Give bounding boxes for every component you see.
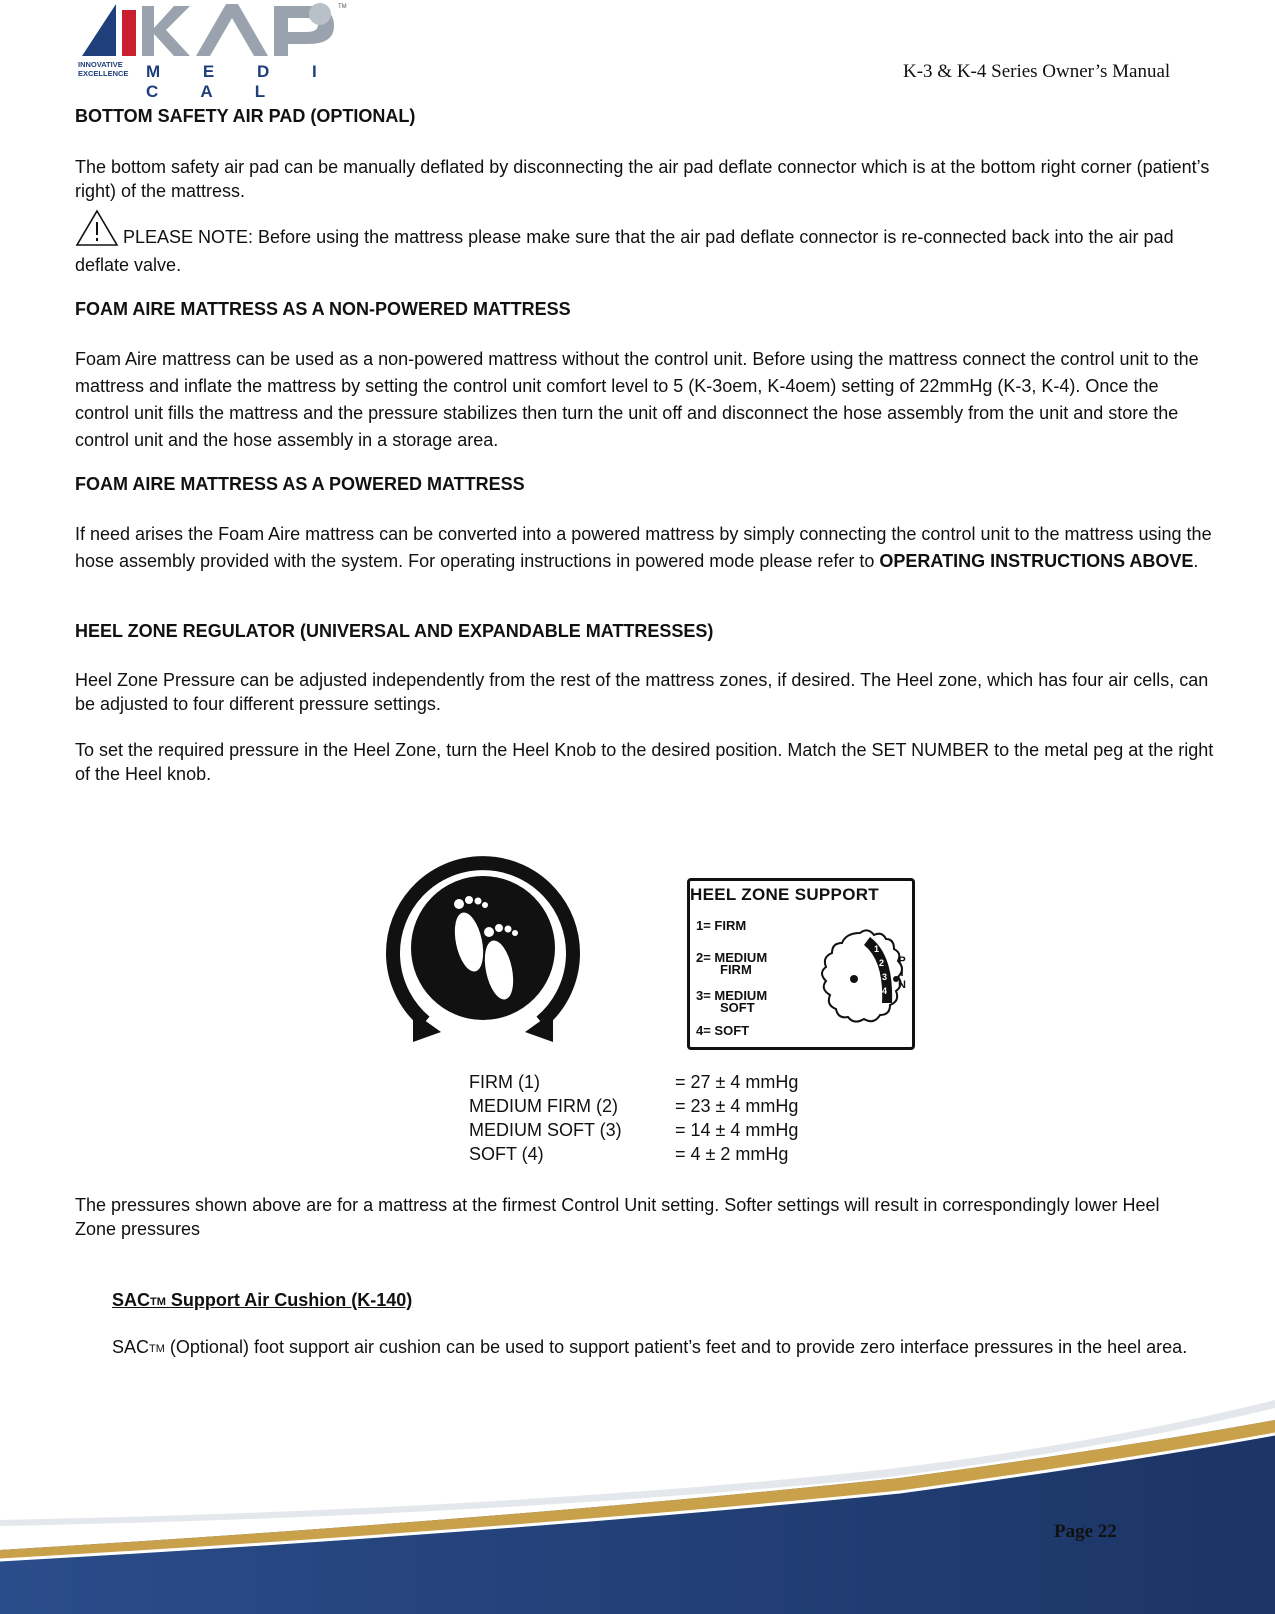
heel-card-item-2: 2= MEDIUM [696, 950, 768, 965]
dial-number-3: 3 [882, 972, 888, 982]
sac-body [112, 1335, 1222, 1361]
heel-zone-body-1: Heel Zone Pressure can be adjusted independently from the rest of the mattress zones, if desired. The Heel zone, which has four air cells, can be adjusted to four different pressure settings. [75, 670, 1209, 714]
sac-title [112, 1290, 1222, 1311]
powered-body-text: If need arises the Foam Aire mattress can be converted into a powered mattress by simply connecting the control unit to the mattress using the hose assembly provided with the system. For operating instructions in powered mode please refer to [75, 524, 1212, 571]
heel-zone-body-2: To set the required pressure in the Heel Zone, turn the Heel Knob to the desired position. Match the SET NUMBER to the metal peg at the right of the Heel knob. [75, 740, 1214, 784]
footer-swoosh [0, 1400, 1275, 1614]
logo-tagline-line1: INNOVATIVE [78, 60, 123, 69]
pressure-table [469, 1072, 798, 1168]
dial-number-4: 4 [882, 986, 888, 996]
powered-body [75, 521, 1215, 575]
heel-card-item-1: 1= FIRM [696, 918, 747, 933]
page-number: Page 22 [1054, 1521, 1117, 1542]
section-heading-non-powered: FOAM AIRE MATTRESS AS A NON-POWERED MATTRESS [75, 299, 571, 319]
bottom-pad-body: The bottom safety air pad can be manually deflated by disconnecting the air pad deflate connector which is at the bottom right corner (patient’s right) of the mattress. [75, 157, 1210, 201]
heel-card-item-3b: SOFT [720, 1000, 755, 1015]
table-row [469, 1096, 798, 1120]
page-content [75, 106, 1215, 786]
dial-number-1: 1 [874, 944, 880, 954]
heel-zone-after-table: The pressures shown above are for a mattress at the firmest Control Unit setting. Softer settings will result in correspondingly lower Heel Zone pressures [75, 1195, 1160, 1239]
please-note [75, 209, 1215, 279]
dial-number-2: 2 [879, 958, 885, 968]
pressure-value: = 4 ± 2 mmHg [675, 1144, 789, 1164]
warning-icon [75, 209, 119, 247]
sac-section [112, 1290, 1222, 1361]
heel-card-item-3: 3= MEDIUM [696, 988, 768, 1003]
pressure-label: FIRM (1) [469, 1072, 540, 1092]
section-heading-heel-zone: HEEL ZONE REGULATOR (UNIVERSAL AND EXPANDABLE MATTRESSES) [75, 621, 714, 641]
trademark-mark: TM [149, 1343, 165, 1355]
metal-peg-label [897, 955, 907, 991]
heel-zone-feet-icon [385, 852, 581, 1050]
logo-mark-icon [76, 0, 352, 62]
table-row [469, 1144, 798, 1168]
section-heading-powered: FOAM AIRE MATTRESS AS A POWERED MATTRESS [75, 474, 525, 494]
heel-zone-support-card [687, 878, 915, 1050]
pin-letter-p: P [898, 955, 906, 967]
svg-text:TM: TM [338, 4, 347, 10]
pressure-label: MEDIUM FIRM (2) [469, 1096, 618, 1116]
pressure-label: SOFT (4) [469, 1144, 544, 1164]
heel-card-item-4: 4= SOFT [696, 1023, 750, 1038]
manual-title: K-3 & K-4 Series Owner’s Manual [903, 61, 1171, 82]
powered-body-end: . [1193, 551, 1199, 571]
pressure-value: = 23 ± 4 mmHg [675, 1096, 799, 1116]
heel-zone-figures [0, 852, 1275, 1052]
pressure-value: = 27 ± 4 mmHg [675, 1072, 799, 1092]
powered-body-reference: OPERATING INSTRUCTIONS ABOVE [879, 551, 1194, 571]
logo-tagline [78, 60, 140, 78]
trademark-mark: TM [150, 1296, 166, 1308]
sac-title-prefix: SAC [112, 1290, 151, 1310]
pin-letter-i: I [900, 967, 904, 979]
non-powered-body: Foam Aire mattress can be used as a non-powered mattress without the control unit. Before using the mattress connect the control unit to the mattress and inflate the mattress by setting the control unit comfort level to 5 (K-3oem, K-4oem) setting of 22mmHg (K-3, K-4). Once the control unit fills the mattress and the pressure stabilizes then turn the unit off and disconnect the hose assembly from the unit and store the control unit and the hose assembly in a storage area. [75, 349, 1199, 450]
sac-title-rest: Support Air Cushion (K-140) [165, 1290, 413, 1310]
section-heading-bottom-pad: BOTTOM SAFETY AIR PAD (OPTIONAL) [75, 106, 416, 126]
logo-wordmark: M E D I C A L [146, 62, 336, 101]
table-row [469, 1120, 798, 1144]
logo-tagline-line2: EXCELLENCE [78, 69, 129, 78]
pressure-label: MEDIUM SOFT (3) [469, 1120, 622, 1140]
pin-letter-n: N [898, 979, 906, 991]
heel-card-item-2b: FIRM [720, 962, 752, 977]
heel-card-title: HEEL ZONE SUPPORT [690, 885, 879, 904]
pressure-value: = 14 ± 4 mmHg [675, 1120, 799, 1140]
please-note-text: PLEASE NOTE: Before using the mattress please make sure that the air pad deflate connector is re-connected back into the air pad deflate valve. [75, 227, 1174, 275]
table-row [469, 1072, 798, 1096]
sac-body-prefix: SAC [112, 1337, 150, 1357]
sac-body-rest: (Optional) foot support air cushion can be used to support patient’s feet and to provide zero interface pressures in the heel area. [164, 1337, 1188, 1357]
